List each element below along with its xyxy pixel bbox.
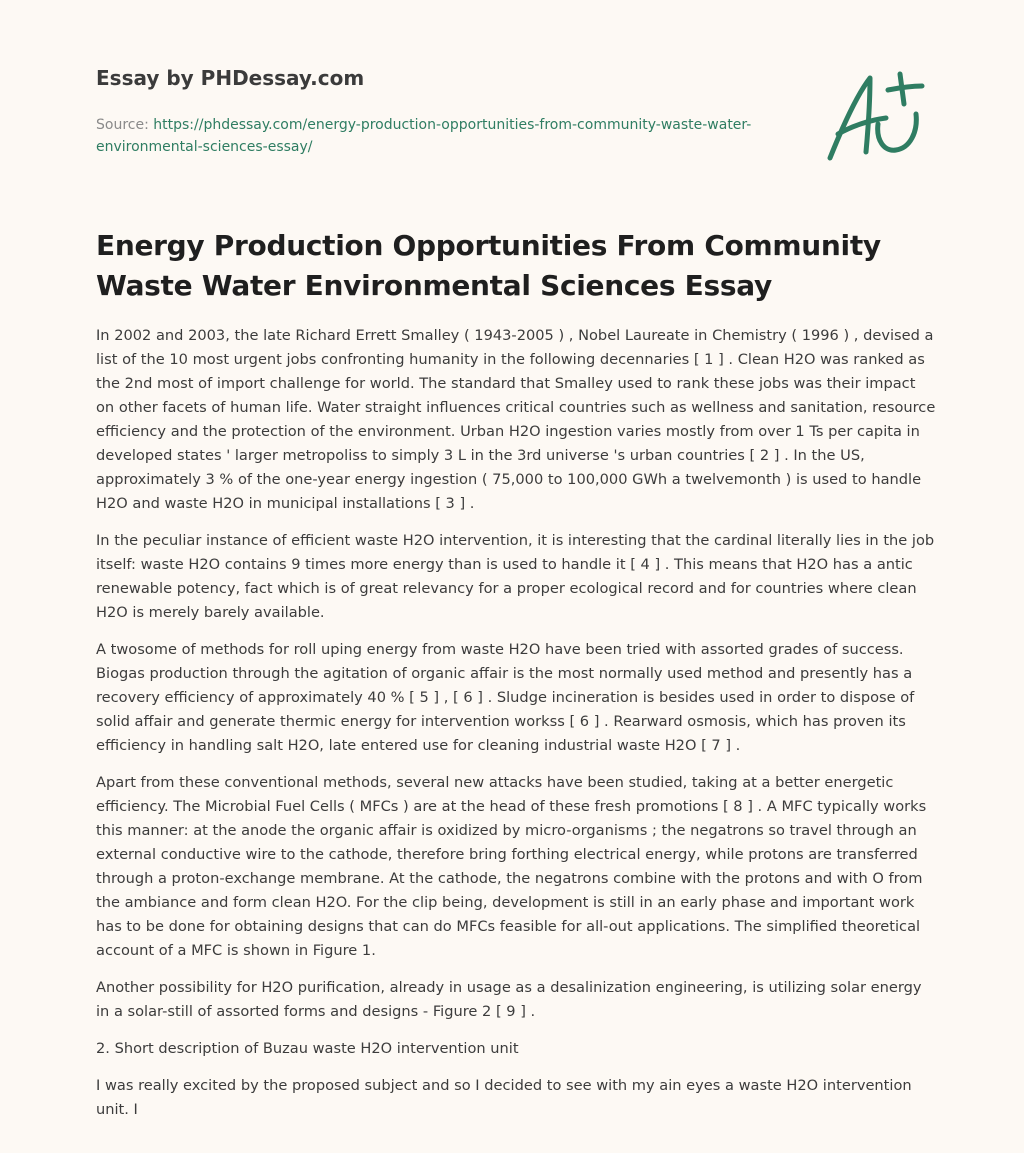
essay-paragraph: Another possibility for H2O purification, already in usage as a desalinization engineering, is utilizing solar energy in a solar-still of assorted forms and designs - Figure 2 [ 9 ] . — [96, 979, 922, 1020]
a-plus-grade-icon — [822, 68, 928, 164]
section-heading: 2. Short description of Buzau waste H2O intervention unit — [96, 1040, 519, 1057]
essay-body — [96, 324, 936, 1135]
essay-paragraph: A twosome of methods for roll uping energy from waste H2O have been tried with assorted grades of success. Biogas production through the agitation of organic affair is the most normally used method and presently has a recovery efficiency of approximately 40 % [ 5 ] , [ 6 ] . Sludge incineration is besides used in order to dispose of solid affair and generate thermic energy for intervention workss [ 6 ] . Rearward osmosis, which has proven its efficiency in handling salt H2O, late entered use for cleaning industrial waste H2O [ 7 ] . — [96, 641, 915, 754]
essay-paragraph: Apart from these conventional methods, several new attacks have been studied, taking at a better energetic efficiency. The Microbial Fuel Cells ( MFCs ) are at the head of these fresh promotions [ 8 ] . A MFC typically works this manner: at the anode the organic affair is oxidized by micro-organisms ; the negatrons so travel through an external conductive wire to the cathode, therefore bring forthing electrical energy, while protons are transferred through a proton-exchange membrane. At the cathode, the negatrons combine with the protons and with O from the ambiance and form clean H2O. For the clip being, development is still in an early phase and important work has to be done for obtaining designs that can do MFCs feasible for all-out applications. The simplified theoretical account of a MFC is shown in Figure 1. — [96, 774, 927, 959]
essay-paragraph: In 2002 and 2003, the late Richard Errett Smalley ( 1943-2005 ) , Nobel Laureate in Chemistry ( 1996 ) , devised a list of the 10 most urgent jobs confronting humanity in the following decennaries [ 1 ] . Clean H2O was ranked as the 2nd most of import challenge for world. The standard that Smalley used to rank these jobs was their impact on other facets of human life. Water straight influences critical countries such as wellness and sanitation, resource efficiency and the protection of the environment. Urban H2O ingestion varies mostly from over 1 Ts per capita in developed states ' larger metropoliss to simply 3 L in the 3rd universe 's urban countries [ 2 ] . In the US, approximately 3 % of the one-year energy ingestion ( 75,000 to 100,000 GWh a twelvemonth ) is used to handle H2O and waste H2O in municipal installations [ 3 ] . — [96, 327, 936, 512]
essay-paragraph: In the peculiar instance of efficient waste H2O intervention, it is interesting that the cardinal literally lies in the job itself: waste H2O contains 9 times more energy than is used to handle it [ 4 ] . This means that H2O has a antic renewable potency, fact which is of great relevancy for a proper ecological record and for countries where clean H2O is merely barely available. — [96, 532, 935, 621]
source-line — [96, 114, 756, 158]
source-link[interactable]: https://phdessay.com/energy-production-opportunities-from-community-waste-water-environmental-sciences-essay/ — [96, 117, 752, 155]
essay-title: Energy Production Opportunities From Community Waste Water Environmental Sciences Essay — [96, 229, 881, 302]
site-header — [96, 64, 796, 158]
site-title: Essay by PHDessay.com — [96, 66, 365, 90]
source-label: Source: — [96, 117, 149, 133]
essay-paragraph: I was really excited by the proposed subject and so I decided to see with my ain eyes a waste H2O intervention unit. I — [96, 1077, 912, 1118]
